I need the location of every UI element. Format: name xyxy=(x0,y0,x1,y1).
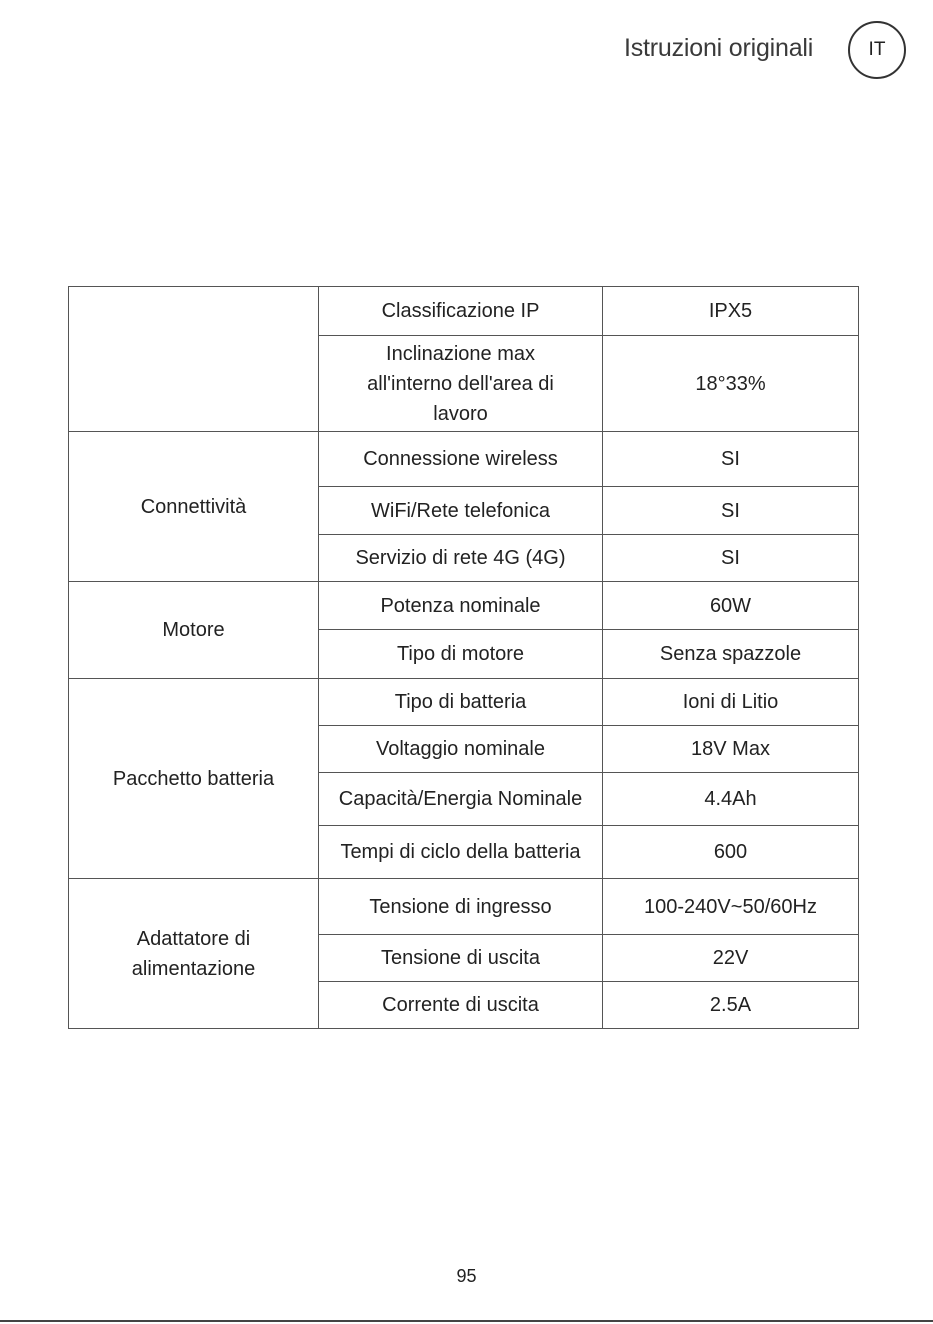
param-cell: Potenza nominale xyxy=(319,582,603,630)
page-number: 95 xyxy=(456,1266,477,1286)
document-title: Istruzioni originali xyxy=(624,34,814,62)
group-label: Connettività xyxy=(69,432,319,582)
param-cell: WiFi/Rete telefonica xyxy=(319,487,603,535)
param-cell: Tipo di motore xyxy=(319,630,603,679)
param-cell: Corrente di uscita xyxy=(319,982,603,1029)
param-cell: Tempi di ciclo della batteria xyxy=(319,826,603,879)
value-cell: 60W xyxy=(603,582,859,630)
param-cell: Tipo di batteria xyxy=(319,679,603,726)
table-row xyxy=(69,582,859,630)
specifications-table xyxy=(68,286,859,1029)
param-cell: Voltaggio nominale xyxy=(319,726,603,773)
value-cell: 600 xyxy=(603,826,859,879)
value-cell: SI xyxy=(603,432,859,487)
language-badge: IT xyxy=(848,21,906,79)
param-cell: Capacità/Energia Nominale xyxy=(319,773,603,826)
group-label: Pacchetto batteria xyxy=(69,679,319,879)
group-label: Motore xyxy=(69,582,319,679)
value-cell: Ioni di Litio xyxy=(603,679,859,726)
param-cell: Tensione di ingresso xyxy=(319,879,603,935)
value-cell: 18V Max xyxy=(603,726,859,773)
param-cell: Tensione di uscita xyxy=(319,935,603,982)
bottom-rule xyxy=(0,1320,933,1322)
table-row xyxy=(69,432,859,487)
value-cell: 22V xyxy=(603,935,859,982)
group-label: Adattatore di alimentazione xyxy=(69,879,319,1029)
value-cell: 100-240V~50/60Hz xyxy=(603,879,859,935)
value-cell: Senza spazzole xyxy=(603,630,859,679)
value-cell: 2.5A xyxy=(603,982,859,1029)
value-cell: SI xyxy=(603,487,859,535)
param-cell: Inclinazione max all'interno dell'area di lavoro xyxy=(319,336,603,432)
value-cell: 18°33% xyxy=(603,336,859,432)
table-row xyxy=(69,879,859,935)
param-cell: Classificazione IP xyxy=(319,287,603,336)
value-cell: 4.4Ah xyxy=(603,773,859,826)
value-cell: SI xyxy=(603,535,859,582)
group-label xyxy=(69,287,319,432)
table-row xyxy=(69,679,859,726)
param-cell: Servizio di rete 4G (4G) xyxy=(319,535,603,582)
param-cell: Connessione wireless xyxy=(319,432,603,487)
table-row xyxy=(69,287,859,336)
value-cell: IPX5 xyxy=(603,287,859,336)
